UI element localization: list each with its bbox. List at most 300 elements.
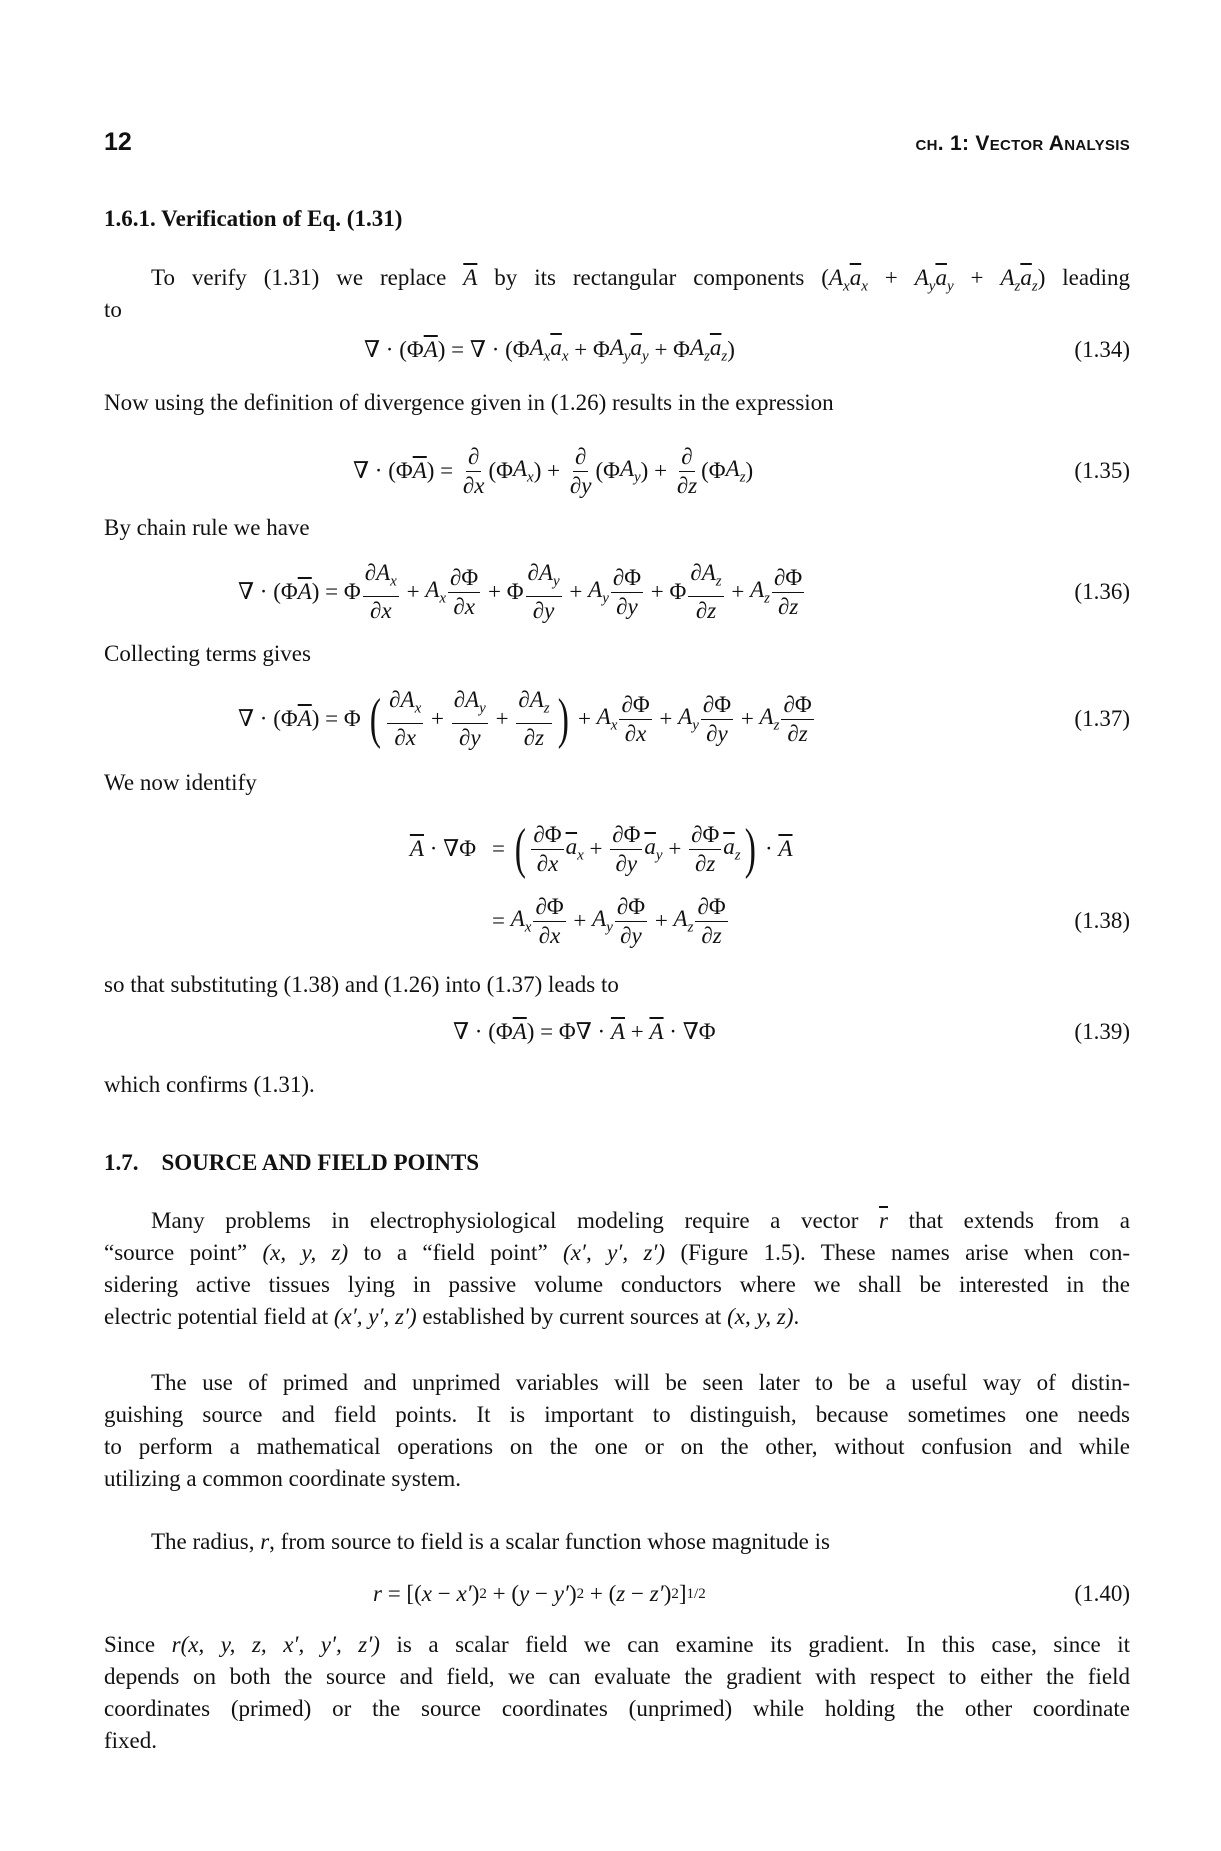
vector-symbol <box>649 1019 663 1045</box>
equation-body <box>364 315 735 385</box>
symbol-base: $\overline{A}$ <box>649 1019 664 1044</box>
text: to <box>104 297 122 322</box>
text-line <box>104 1301 1130 1333</box>
math-variable <box>702 559 722 596</box>
vector-symbol <box>566 834 584 865</box>
numerator <box>611 564 643 593</box>
numerator <box>615 893 647 922</box>
large-paren: ( <box>370 688 382 750</box>
text: Now using the definition of divergence given in (1.26) results in the expression <box>104 390 834 415</box>
subscript: y <box>606 919 613 936</box>
symbol-base: $\overline{A}$ <box>463 265 478 290</box>
numerator <box>526 559 562 597</box>
math-variable <box>678 704 699 735</box>
math-symbol: y <box>544 597 555 623</box>
denominator <box>699 922 723 950</box>
text: ∂ <box>458 724 471 750</box>
text: ∂ <box>453 687 466 713</box>
text: ∂Φ <box>616 893 646 919</box>
fraction <box>533 893 565 950</box>
equation-number: (1.39) <box>1074 1019 1130 1044</box>
symbol-base: $\overline{a}$ <box>550 334 562 360</box>
subscript: x <box>561 348 569 365</box>
text: ) <box>663 1581 672 1606</box>
symbol-base: A <box>701 560 716 586</box>
subscript: z <box>704 348 710 365</box>
text: + <box>953 265 1001 290</box>
subscript: y <box>642 348 649 365</box>
denominator <box>461 472 487 500</box>
denominator <box>451 593 477 621</box>
text-line <box>104 1069 1130 1101</box>
fraction <box>688 559 723 625</box>
text-line <box>104 1725 1130 1757</box>
subscript: z <box>773 717 780 734</box>
math-variable <box>750 577 770 608</box>
math-variable <box>726 456 746 487</box>
symbol-base: A <box>425 576 440 602</box>
fraction <box>387 686 423 752</box>
symbol-base: $\overline{a}$ <box>723 833 735 859</box>
text: + <box>653 706 679 731</box>
text: ∂ <box>706 720 718 746</box>
math-variable <box>674 906 694 937</box>
text: To verify (1.31) we replace <box>151 265 464 290</box>
text: ∇ · (Φ <box>238 706 298 731</box>
subscript: x <box>390 573 397 590</box>
text: ∂ <box>536 850 549 876</box>
subscript: z <box>734 847 741 864</box>
vector-symbol <box>410 836 424 862</box>
text: − <box>431 1581 457 1606</box>
math-variable <box>425 577 446 608</box>
vector-symbol <box>298 579 312 605</box>
math-symbol: (x, y, z) <box>727 1304 794 1329</box>
equation-number: (1.35) <box>1074 458 1130 483</box>
fraction <box>516 686 551 752</box>
equation-body <box>238 684 816 754</box>
text: which confirms (1.31). <box>104 1072 315 1097</box>
text: = <box>492 908 511 933</box>
symbol-base: $\overline{a}$ <box>709 334 722 360</box>
numerator <box>363 559 399 597</box>
numerator <box>466 443 481 472</box>
subscript: x <box>414 700 422 717</box>
subscript: z <box>1031 278 1038 295</box>
equation-body <box>453 997 716 1067</box>
text: · <box>759 836 779 861</box>
text: ) <box>471 1581 480 1606</box>
math-variable <box>588 577 609 608</box>
text: ∂Φ <box>783 691 812 717</box>
math-symbol: z <box>798 720 808 746</box>
text: = <box>492 836 511 861</box>
text: + <box>735 706 760 731</box>
math-variable <box>760 704 780 735</box>
symbol-base: $\overline{A}$ <box>409 836 424 861</box>
numerator <box>772 564 804 593</box>
symbol-base: $\overline{A}$ <box>778 836 793 861</box>
math-symbol: z <box>616 1581 626 1606</box>
symbol-base: A <box>750 576 765 602</box>
subscript: z <box>721 348 728 365</box>
symbol-base: $\overline{A}$ <box>297 706 312 731</box>
text: ∂Φ <box>612 821 641 847</box>
text: + <box>425 706 450 731</box>
text-line <box>151 1367 1130 1399</box>
text-line <box>104 1629 1130 1661</box>
math-symbol: x <box>381 597 392 623</box>
fraction <box>675 443 699 500</box>
math-symbol: z <box>688 472 698 498</box>
symbol-base: A <box>690 334 705 360</box>
text: ∂ <box>695 850 707 876</box>
text: ∂ <box>364 560 377 586</box>
math-variable <box>511 906 532 937</box>
text: ) + <box>640 458 673 483</box>
subscript: y <box>479 700 486 717</box>
text: sidering active tissues lying in passive volume conductors where we shall be interested in the <box>104 1272 1130 1297</box>
text: that extends from a <box>887 1208 1130 1233</box>
text: − <box>625 1581 650 1606</box>
text-line <box>104 1463 1130 1495</box>
fraction <box>363 559 399 625</box>
symbol-base: A <box>678 703 693 729</box>
vector-symbol <box>424 337 438 363</box>
text: + ( <box>584 1581 617 1606</box>
math-variable <box>530 335 551 366</box>
symbol-base: $\overline{A}$ <box>297 579 312 604</box>
text: ∂ <box>620 922 632 948</box>
vector-symbol <box>644 834 662 865</box>
text: (Φ <box>488 458 513 483</box>
text-line <box>104 638 1130 670</box>
text: ∂ <box>532 597 545 623</box>
math-symbol: x <box>550 922 561 948</box>
subscript: x <box>843 278 850 295</box>
subscript: x <box>524 919 532 936</box>
symbol-base: $\overline{a}$ <box>935 265 947 290</box>
text-line <box>104 1431 1130 1463</box>
text: ) <box>727 337 735 362</box>
text: + <box>867 265 915 290</box>
symbol-base: $\overline{r}$ <box>879 1208 888 1233</box>
symbol-base: A <box>538 560 553 586</box>
text: ∂ <box>701 922 713 948</box>
text: ∂ <box>690 560 702 586</box>
fraction <box>531 821 563 878</box>
math-symbol: r <box>260 1529 270 1554</box>
text: ∂ <box>369 597 382 623</box>
superscript: 2 <box>479 1585 487 1602</box>
subscript: y <box>552 573 560 590</box>
text: Since <box>104 1632 172 1657</box>
equation-1-38-lhs <box>410 814 476 884</box>
subscript: x <box>527 469 534 486</box>
vector-symbol <box>723 834 740 865</box>
text: + ( <box>486 1581 520 1606</box>
text: is a scalar field we can examine its gradient. In this case, since it <box>379 1632 1130 1657</box>
vector-symbol <box>631 335 649 366</box>
math-symbol: y <box>626 850 638 876</box>
numerator <box>619 691 651 720</box>
text: ∂Φ <box>612 564 642 590</box>
numerator <box>531 821 563 850</box>
text: ∂ <box>523 724 536 750</box>
text: utilizing a common coordinate system. <box>104 1466 462 1491</box>
fraction <box>781 691 813 748</box>
text: ∂ <box>389 687 401 713</box>
text: ∂ <box>538 922 551 948</box>
text: ] <box>678 1581 687 1606</box>
text: + <box>567 908 593 933</box>
equation-number: (1.40) <box>1074 1581 1130 1606</box>
denominator <box>614 850 640 878</box>
math-symbol: x <box>405 724 416 750</box>
vector-symbol <box>550 335 568 366</box>
denominator <box>522 724 546 752</box>
text: by its rectangular components ( <box>477 265 829 290</box>
large-paren: ) <box>744 818 756 880</box>
fraction <box>689 821 721 878</box>
fraction <box>619 691 651 748</box>
symbol-base: $\overline{a}$ <box>565 833 578 859</box>
text: to perform a mathematical operations on the one or on the other, without confusion and while <box>104 1434 1130 1459</box>
text: ) = Φ <box>311 579 361 604</box>
math-variable <box>690 335 710 366</box>
fraction <box>526 559 562 625</box>
text-line <box>104 1693 1130 1725</box>
math-variable <box>530 686 550 723</box>
math-symbol: z <box>706 850 716 876</box>
symbol-base: A <box>609 334 624 360</box>
math-symbol: z <box>789 593 799 619</box>
math-symbol: x <box>474 472 485 498</box>
text: + <box>649 908 674 933</box>
fraction <box>615 893 647 950</box>
symbol-base: $\overline{A}$ <box>412 458 427 483</box>
text: · ∇Φ <box>423 836 476 861</box>
text: ) + <box>533 458 566 483</box>
denominator <box>618 922 644 950</box>
text: ∂Φ <box>533 821 562 847</box>
equation-1-38-line1 <box>492 814 793 884</box>
text-line <box>104 1269 1130 1301</box>
text: . <box>793 1304 800 1329</box>
symbol-base: A <box>592 905 607 931</box>
subscript: y <box>655 847 663 864</box>
text-line <box>104 767 1130 799</box>
fraction <box>695 893 727 950</box>
math-symbol: y <box>519 1581 530 1606</box>
text: ∂Φ <box>697 893 726 919</box>
subscript: x <box>543 348 551 365</box>
math-symbol: y <box>627 593 638 619</box>
text-line <box>104 1399 1130 1431</box>
fraction <box>452 686 488 752</box>
math-symbol: r <box>373 1581 382 1606</box>
symbol-base: A <box>759 703 774 729</box>
subscript: x <box>610 717 618 734</box>
text: guishing source and field points. It is important to distinguish, because sometimes one needs <box>104 1402 1130 1427</box>
numerator <box>610 821 642 850</box>
text: ∂ <box>695 597 708 623</box>
math-variable <box>376 559 397 596</box>
vector-symbol <box>413 458 427 484</box>
math-symbol: x′ <box>456 1581 472 1606</box>
fraction <box>461 443 487 500</box>
numerator <box>679 443 694 472</box>
symbol-base: $\overline{A}$ <box>423 337 438 362</box>
numerator <box>448 564 480 593</box>
text: ∇ · (Φ <box>453 1019 513 1044</box>
math-variable <box>401 686 422 723</box>
symbol-base: A <box>828 265 844 290</box>
fraction <box>610 821 642 878</box>
symbol-base: $\overline{A}$ <box>512 1019 527 1044</box>
denominator <box>675 472 699 500</box>
numerator <box>452 686 488 724</box>
text: ∂ <box>777 593 790 619</box>
text: (Φ <box>595 458 620 483</box>
vector-symbol <box>463 262 477 294</box>
math-symbol: (x′, y′, z′) <box>333 1304 417 1329</box>
math-variable <box>610 335 631 366</box>
text: + Φ <box>568 337 610 362</box>
denominator <box>392 724 418 752</box>
vector-symbol <box>879 1205 888 1237</box>
fraction <box>448 564 480 621</box>
numerator <box>516 686 551 724</box>
symbol-base: A <box>673 905 688 931</box>
math-variable <box>620 456 641 487</box>
numerator <box>689 821 721 850</box>
text-line <box>151 1205 1130 1237</box>
text-line <box>104 387 1130 419</box>
text: ∂Φ <box>535 893 564 919</box>
denominator <box>694 597 718 625</box>
text: + Φ <box>482 579 524 604</box>
symbol-base: A <box>529 687 544 713</box>
subscript: x <box>861 278 868 295</box>
equation-number: (1.34) <box>1074 337 1130 362</box>
denominator <box>535 850 561 878</box>
text: ∂ <box>681 443 693 469</box>
equation-body <box>373 1559 706 1629</box>
text: ∂ <box>518 687 530 713</box>
large-paren: ( <box>514 818 526 880</box>
numerator <box>573 443 588 472</box>
equation-1-38-line2 <box>492 886 730 956</box>
text: ) leading <box>1037 265 1130 290</box>
text: ∂ <box>569 472 582 498</box>
equation-number: (1.37) <box>1074 706 1130 731</box>
text: ∇ · (Φ <box>364 337 424 362</box>
subscript: z <box>543 700 550 717</box>
text: ∂ <box>574 443 587 469</box>
text: − <box>529 1581 554 1606</box>
fraction <box>568 443 594 500</box>
symbol-base: A <box>510 905 525 931</box>
math-symbol: z <box>707 597 717 623</box>
numerator <box>781 691 813 720</box>
text-line <box>104 1237 1130 1269</box>
math-variable <box>539 559 560 596</box>
text: + Φ <box>648 337 690 362</box>
math-symbol: y <box>717 720 728 746</box>
numerator <box>387 686 423 724</box>
denominator <box>785 720 809 748</box>
math-symbol: (x′, y′, z′) <box>563 1240 666 1265</box>
math-variable <box>592 906 613 937</box>
math-variable <box>513 456 534 487</box>
math-symbol: x <box>464 593 475 619</box>
denominator <box>693 850 717 878</box>
superscript: 2 <box>671 1585 679 1602</box>
fraction <box>611 564 643 621</box>
symbol-base: $\overline{a}$ <box>644 833 656 859</box>
subscript: z <box>739 469 746 486</box>
math-symbol: x <box>421 1581 432 1606</box>
vector-symbol <box>298 706 312 732</box>
text: ∂ <box>616 593 628 619</box>
text: (Φ <box>701 458 726 483</box>
text: Collecting terms gives <box>104 641 311 666</box>
symbol-base: A <box>725 455 740 481</box>
text: ∂ <box>468 443 480 469</box>
vector-symbol <box>778 836 792 862</box>
text: + <box>563 579 589 604</box>
subscript: y <box>623 348 631 365</box>
running-header-chapter: ch. 1: Vector Analysis <box>915 132 1130 155</box>
symbol-base: A <box>529 334 544 360</box>
denominator <box>568 472 594 500</box>
symbol-base: A <box>588 576 603 602</box>
symbol-base: A <box>619 455 634 481</box>
math-symbol: (x, y, z) <box>262 1240 349 1265</box>
text: ∂Φ <box>691 821 720 847</box>
vector-symbol <box>513 1019 527 1045</box>
symbol-base: A <box>512 455 528 481</box>
symbol-base: A <box>596 703 611 729</box>
text: + Φ <box>645 579 687 604</box>
symbol-base: $\overline{a}$ <box>849 265 862 290</box>
subscript: y <box>692 717 699 734</box>
denominator <box>623 720 649 748</box>
fraction <box>772 564 804 621</box>
text: coordinates (primed) or the source coordinates (unprimed) while holding the other coordinate <box>104 1696 1130 1721</box>
text: ∂ <box>787 720 799 746</box>
math-symbol: x <box>548 850 559 876</box>
text: ) = <box>426 458 459 483</box>
math-variable <box>465 686 486 723</box>
symbol-base: A <box>465 687 480 713</box>
symbol-base: A <box>400 687 415 713</box>
equation-number: (1.36) <box>1074 579 1130 604</box>
text: ∇ · (Φ <box>353 458 413 483</box>
subscript: y <box>946 278 954 295</box>
subscript: z <box>687 919 694 936</box>
equation-body <box>353 436 753 506</box>
denominator <box>704 720 730 748</box>
fraction <box>701 691 733 748</box>
section-heading-1-6-1: 1.6.1. Verification of Eq. (1.31) <box>104 206 403 231</box>
symbol-base: A <box>376 560 391 586</box>
subscript: z <box>764 590 771 607</box>
text-line <box>104 512 1130 544</box>
text: = [( <box>381 1581 422 1606</box>
text: electric potential field at <box>104 1304 334 1329</box>
